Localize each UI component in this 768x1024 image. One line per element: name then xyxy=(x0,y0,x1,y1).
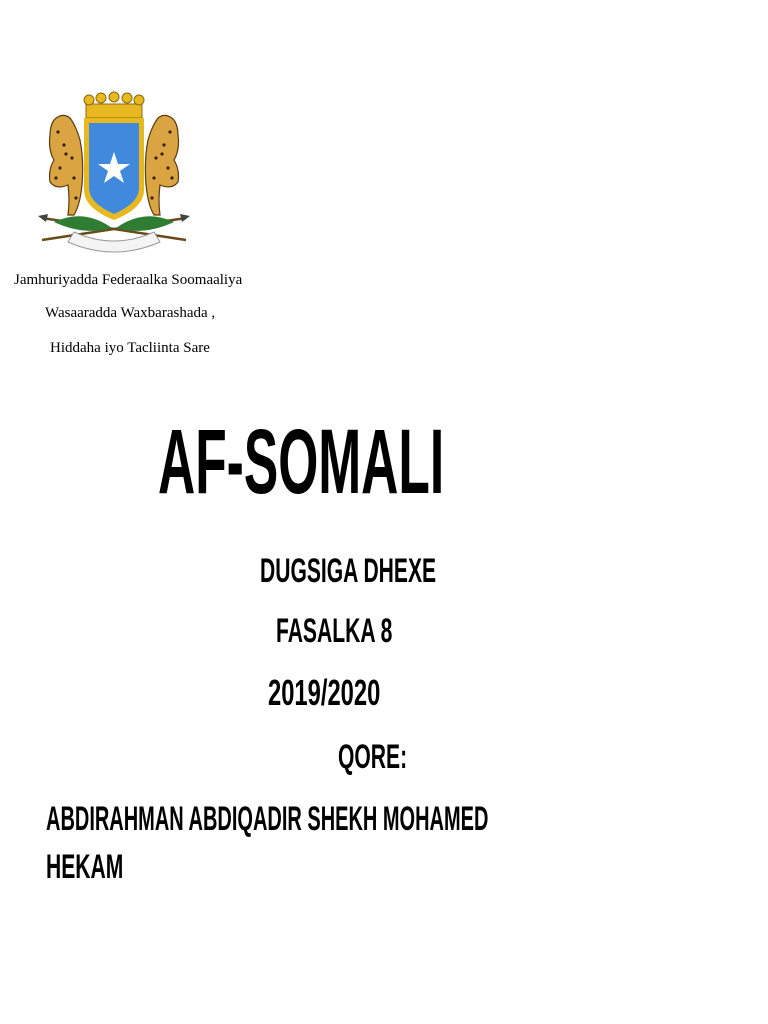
author-name-line-1: ABDIRAHMAN ABDIQADIR SHEKH MOHAMED xyxy=(46,800,489,838)
leopard-right-icon xyxy=(145,115,178,215)
ministry-line-3: Hiddaha iyo Tacliinta Sare xyxy=(50,340,210,356)
page-title: AF-SOMALI xyxy=(158,411,445,513)
ministry-line-2: Wasaaradda Waxbarashada , xyxy=(45,305,216,321)
shield-icon xyxy=(84,118,144,220)
school-level: DUGSIGA DHEXE xyxy=(260,552,437,590)
author-name-line-2: HEKAM xyxy=(46,848,124,886)
ministry-line-1: Jamhuriyadda Federaalka Soomaaliya xyxy=(14,272,243,288)
school-year: 2019/2020 xyxy=(268,672,381,713)
somalia-coat-of-arms-icon xyxy=(34,90,194,260)
leopard-left-icon xyxy=(50,115,83,215)
crown-icon xyxy=(84,92,144,118)
grade-label: FASALKA 8 xyxy=(276,612,393,650)
author-label: QORE: xyxy=(338,738,408,776)
ribbon-icon xyxy=(68,232,160,252)
